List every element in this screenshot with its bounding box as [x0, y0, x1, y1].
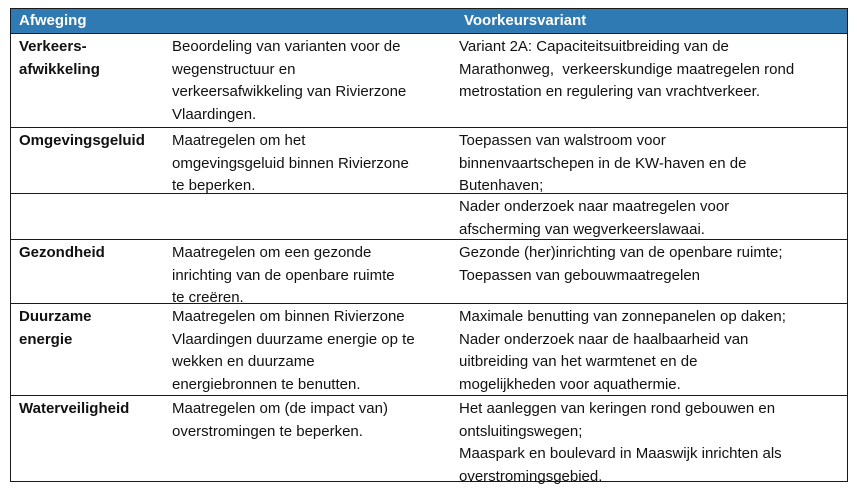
- table-row-energie: [11, 303, 847, 395]
- afweging-cell: Waterveiligheid: [19, 400, 130, 417]
- voorkeur-cell: Gezonde (her)inrichting van de openbare ruimte; Toepassen van gebouwmaatregelen: [459, 244, 783, 284]
- table-header: [11, 9, 847, 33]
- header-voorkeursvariant: Voorkeursvariant: [464, 12, 587, 29]
- beschrijving-cell: Maatregelen om (de impact van) overstromingen te beperken.: [172, 400, 388, 440]
- table-row-geluid: [11, 127, 847, 193]
- afweging-cell: Verkeers- afwikkeling: [19, 38, 100, 78]
- table-row-geluid-vervolg: [11, 193, 847, 239]
- voorkeur-cell: Het aanleggen van keringen rond gebouwen en ontsluitingswegen; Maaspark en boulevard in Maaswijk inrichten als overstromingsgebied.: [459, 400, 782, 485]
- beschrijving-cell: Beoordeling van varianten voor de wegenstructuur en verkeersafwikkeling van Rivierzone Vlaardingen.: [172, 38, 407, 123]
- header-afweging: Afweging: [19, 12, 87, 29]
- afweging-cell: Gezondheid: [19, 244, 105, 261]
- beschrijving-cell: Maatregelen om binnen Rivierzone Vlaardingen duurzame energie op te wekken en duurzame energiebronnen te benutten.: [172, 308, 415, 393]
- beschrijving-cell: Maatregelen om een gezonde inrichting van de openbare ruimte te creëren.: [172, 244, 395, 306]
- beschrijving-cell: Maatregelen om het omgevingsgeluid binnen Rivierzone te beperken.: [172, 132, 409, 194]
- voorkeur-cell: Variant 2A: Capaciteitsuitbreiding van de Marathonweg, verkeerskundige maatregelen rond metrostation en regulering van vrachtverkeer.: [459, 38, 795, 100]
- table-row-water: [11, 395, 847, 485]
- afweging-cell: Omgevingsgeluid: [19, 132, 145, 149]
- afweging-cell: Duurzame energie: [19, 308, 92, 348]
- voorkeur-cell: Toepassen van walstroom voor binnenvaartschepen in de KW-haven en de Butenhaven;: [459, 132, 747, 194]
- voorkeur-cell: Maximale benutting van zonnepanelen op daken; Nader onderzoek naar de haalbaarheid van uitbreiding van het warmtenet en de mogelijkheden voor aquathermie.: [459, 308, 786, 393]
- table-row-verkeer: [11, 33, 847, 127]
- table-row-gezondheid: [11, 239, 847, 306]
- afweging-table: [10, 8, 848, 485]
- voorkeur-cell: Nader onderzoek naar maatregelen voor afscherming van wegverkeerslawaai.: [459, 198, 730, 238]
